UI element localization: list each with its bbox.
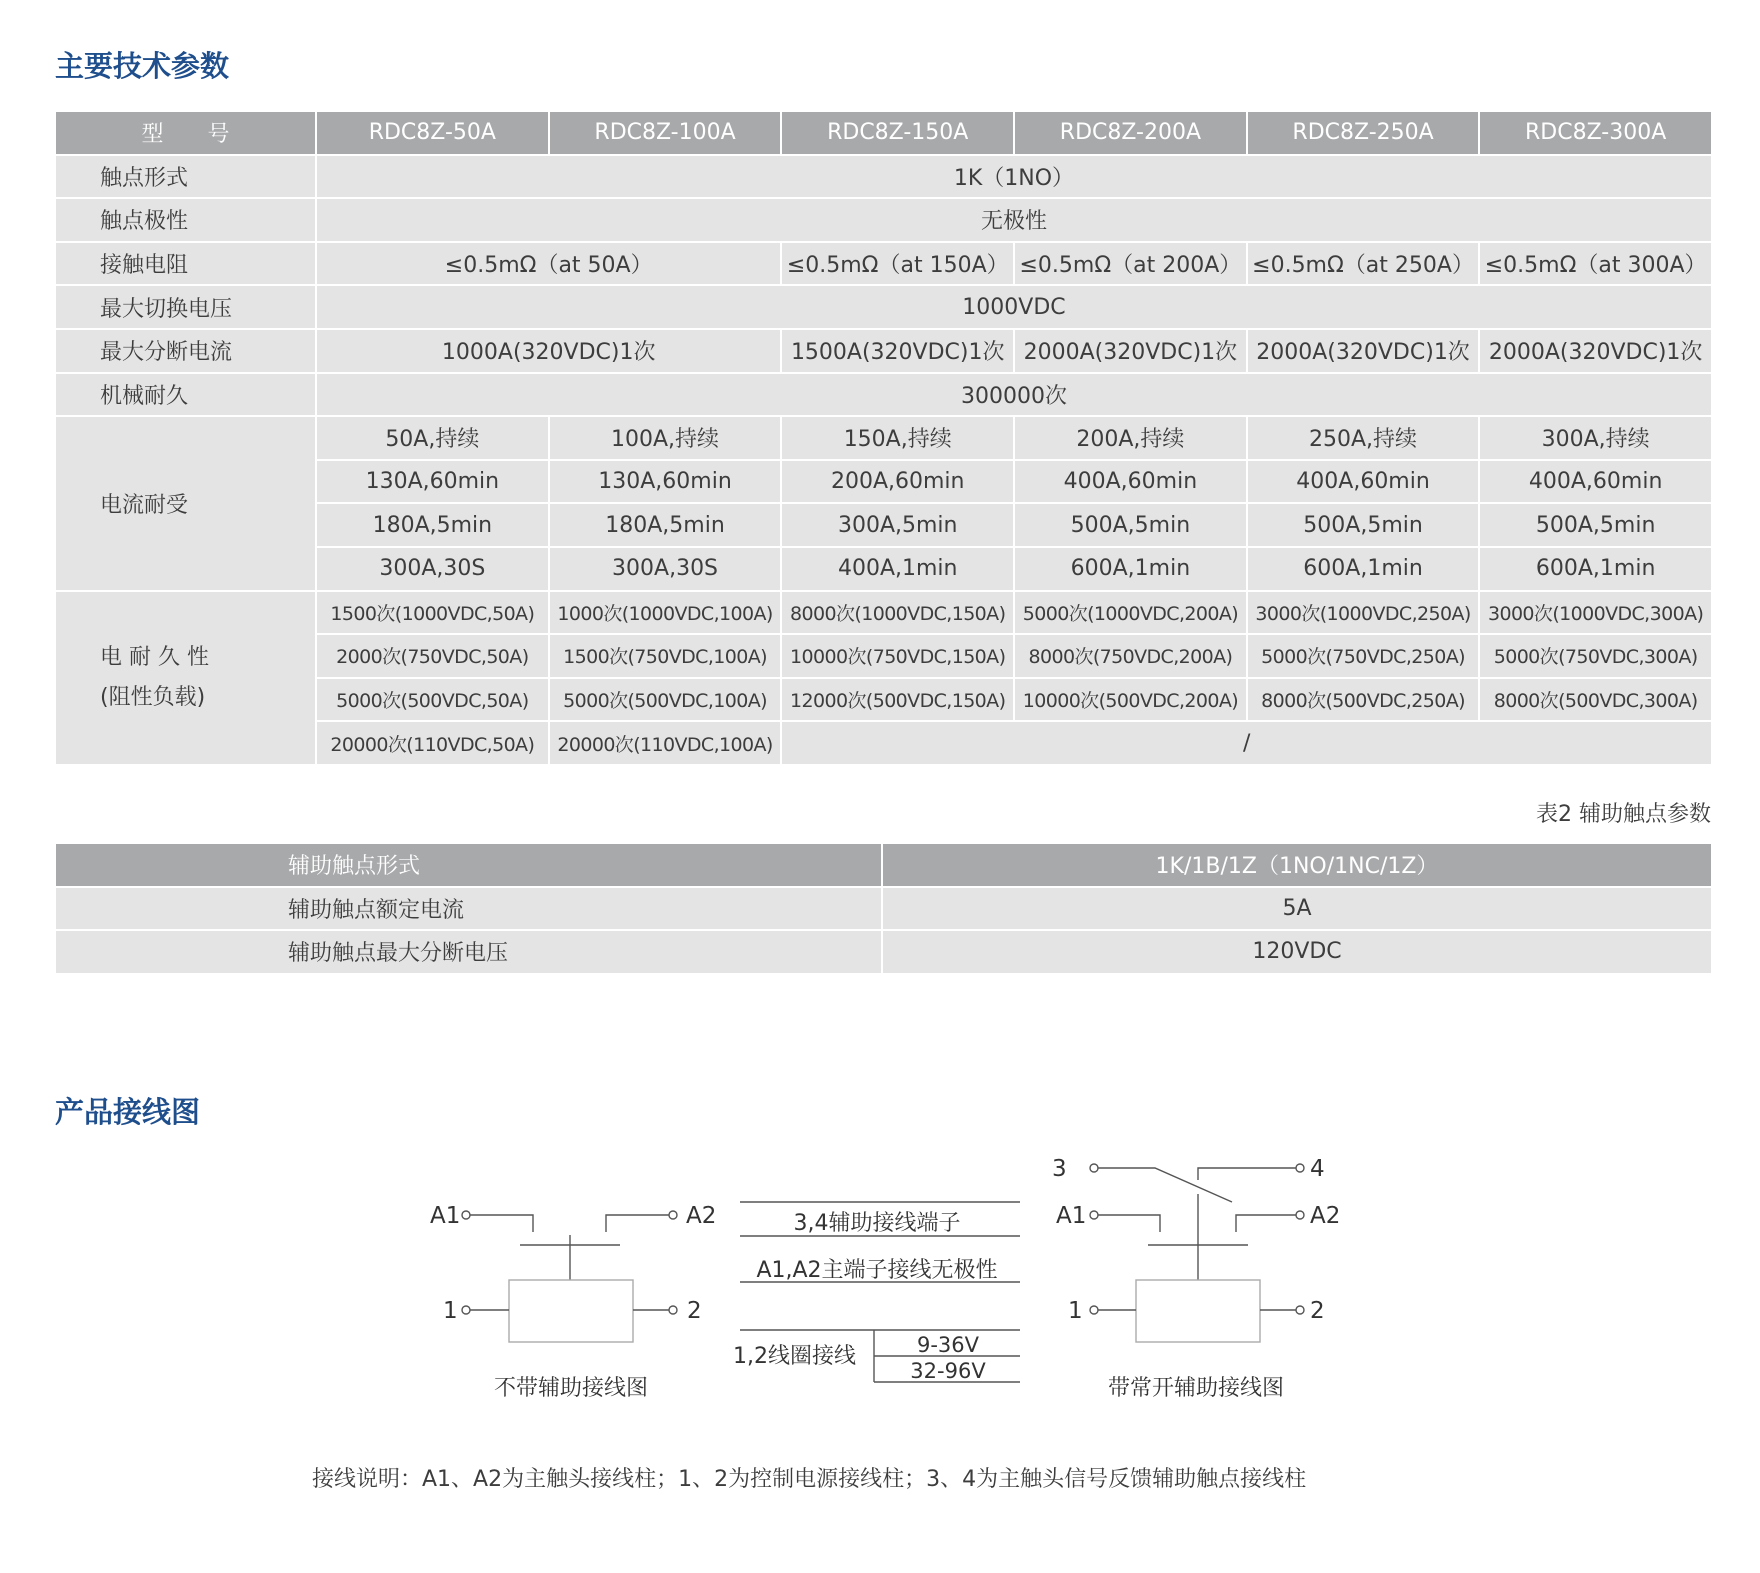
legend-coil-label: 1,2线圈接线 bbox=[733, 1344, 856, 1369]
table-cell: 400A,1min bbox=[781, 547, 1014, 591]
wire bbox=[1098, 1215, 1160, 1232]
header-model: RDC8Z-150A bbox=[781, 111, 1014, 155]
table-row bbox=[55, 416, 1712, 460]
terminal-3-label: 3 bbox=[1052, 1156, 1067, 1182]
row-label: 最大切换电压 bbox=[55, 285, 316, 329]
table-cell: 100A,持续 bbox=[549, 416, 782, 460]
table-row bbox=[55, 329, 1712, 373]
table-cell: 200A,60min bbox=[781, 460, 1014, 504]
table-cell: 2000A(320VDC)1次 bbox=[1014, 329, 1247, 373]
table-cell: 300A,30S bbox=[316, 547, 549, 591]
table-cell: 10000次(750VDC,150A) bbox=[781, 634, 1014, 678]
terminal-4-dot bbox=[1296, 1164, 1304, 1172]
table-cell: 5000次(500VDC,50A) bbox=[316, 678, 549, 722]
terminal-1-label: 1 bbox=[443, 1298, 458, 1324]
table-cell: ≤0.5mΩ（at 200A） bbox=[1014, 242, 1247, 286]
table-cell: 400A,60min bbox=[1014, 460, 1247, 504]
table-cell: 1000A(320VDC)1次 bbox=[316, 329, 781, 373]
table-cell: 500A,5min bbox=[1247, 503, 1480, 547]
table-cell: 5000次(500VDC,100A) bbox=[549, 678, 782, 722]
section-title-specs: 主要技术参数 bbox=[55, 49, 230, 83]
table-cell: 20000次(110VDC,100A) bbox=[549, 721, 782, 765]
row-label: 辅助触点形式 bbox=[55, 843, 882, 887]
section-title-wiring: 产品接线图 bbox=[55, 1095, 201, 1129]
table-cell: ≤0.5mΩ（at 250A） bbox=[1247, 242, 1480, 286]
legend-coil-voltage-1: 9-36V bbox=[916, 1333, 980, 1357]
table-cell: ≤0.5mΩ（at 300A） bbox=[1479, 242, 1712, 286]
header-model: RDC8Z-250A bbox=[1247, 111, 1480, 155]
table-cell: 120VDC bbox=[882, 930, 1712, 974]
terminal-a1-dot bbox=[462, 1211, 470, 1219]
terminal-1-dot bbox=[462, 1306, 470, 1314]
table-cell: 3000次(1000VDC,300A) bbox=[1479, 591, 1712, 635]
table-cell: 150A,持续 bbox=[781, 416, 1014, 460]
row-label: 触点形式 bbox=[55, 155, 316, 199]
wire bbox=[606, 1215, 669, 1232]
coil-box bbox=[1136, 1280, 1260, 1342]
table-cell: ≤0.5mΩ（at 50A） bbox=[316, 242, 781, 286]
table-row bbox=[55, 591, 1712, 635]
row-label: 最大分断电流 bbox=[55, 329, 316, 373]
table-header-row bbox=[55, 843, 1712, 887]
table-cell: 8000次(750VDC,200A) bbox=[1014, 634, 1247, 678]
table-row bbox=[55, 887, 1712, 931]
table-row bbox=[55, 373, 1712, 417]
header-model: RDC8Z-50A bbox=[316, 111, 549, 155]
row-label: 接触电阻 bbox=[55, 242, 316, 286]
legend-coil-voltage-2: 32-96V bbox=[910, 1359, 986, 1383]
wiring-note: 接线说明：A1、A2为主触头接线柱；1、2为控制电源接线柱；3、4为主触头信号反馈辅助触点接线柱 bbox=[312, 1467, 1307, 1492]
table-cell: 2000A(320VDC)1次 bbox=[1247, 329, 1480, 373]
right-diagram-caption: 带常开辅助接线图 bbox=[1107, 1376, 1285, 1401]
table-cell: 8000次(500VDC,250A) bbox=[1247, 678, 1480, 722]
table-cell: 250A,持续 bbox=[1247, 416, 1480, 460]
table-cell: 500A,5min bbox=[1479, 503, 1712, 547]
header-model: RDC8Z-100A bbox=[549, 111, 782, 155]
table-cell: 300A,持续 bbox=[1479, 416, 1712, 460]
left-wiring-diagram bbox=[462, 1211, 677, 1342]
terminal-a1-label: A1 bbox=[1056, 1203, 1087, 1229]
table-cell: 600A,1min bbox=[1479, 547, 1712, 591]
table-cell: 600A,1min bbox=[1247, 547, 1480, 591]
table-cell: 180A,5min bbox=[316, 503, 549, 547]
table-cell: 20000次(110VDC,50A) bbox=[316, 721, 549, 765]
header-model: RDC8Z-300A bbox=[1479, 111, 1712, 155]
right-wiring-diagram bbox=[1090, 1164, 1304, 1342]
table-cell: 5000次(750VDC,300A) bbox=[1479, 634, 1712, 678]
terminal-a2-dot bbox=[669, 1211, 677, 1219]
terminal-a1-label: A1 bbox=[430, 1203, 461, 1229]
table-cell: 1K（1NO） bbox=[316, 155, 1712, 199]
table-cell: 12000次(500VDC,150A) bbox=[781, 678, 1014, 722]
row-label-sub: (阻性负载) bbox=[100, 684, 206, 710]
terminal-a1-dot bbox=[1090, 1211, 1098, 1219]
table-cell: 300A,30S bbox=[549, 547, 782, 591]
terminal-a2-dot bbox=[1296, 1211, 1304, 1219]
table-cell: 3000次(1000VDC,250A) bbox=[1247, 591, 1480, 635]
specs-table bbox=[54, 110, 1713, 766]
row-label-electrical-life bbox=[55, 591, 316, 765]
table-cell: 8000次(1000VDC,150A) bbox=[781, 591, 1014, 635]
terminal-4-label: 4 bbox=[1310, 1156, 1325, 1182]
row-label: 电流耐受 bbox=[55, 416, 316, 590]
table-header-row bbox=[55, 111, 1712, 155]
table-cell: 5000次(1000VDC,200A) bbox=[1014, 591, 1247, 635]
row-label: 触点极性 bbox=[55, 198, 316, 242]
row-label: 辅助触点最大分断电压 bbox=[55, 930, 882, 974]
table-cell: 5000次(750VDC,250A) bbox=[1247, 634, 1480, 678]
wire bbox=[1236, 1215, 1296, 1232]
header-model-label: 型 号 bbox=[55, 111, 316, 155]
terminal-3-dot bbox=[1090, 1164, 1098, 1172]
terminal-2-label: 2 bbox=[687, 1298, 702, 1324]
terminal-a2-label: A2 bbox=[686, 1203, 717, 1229]
table-cell: 2000A(320VDC)1次 bbox=[1479, 329, 1712, 373]
terminal-1-label: 1 bbox=[1068, 1298, 1083, 1324]
table-cell: 无极性 bbox=[316, 198, 1712, 242]
terminal-2-label: 2 bbox=[1310, 1298, 1325, 1324]
aux-table bbox=[54, 842, 1713, 975]
wire bbox=[1198, 1168, 1296, 1180]
table-row bbox=[55, 285, 1712, 329]
left-diagram-caption: 不带辅助接线图 bbox=[493, 1376, 649, 1401]
terminal-a2-label: A2 bbox=[1310, 1203, 1341, 1229]
legend-aux-terminals: 3,4辅助接线端子 bbox=[793, 1211, 961, 1236]
table-cell: 400A,60min bbox=[1247, 460, 1480, 504]
table-cell: 300000次 bbox=[316, 373, 1712, 417]
table-row bbox=[55, 242, 1712, 286]
table-cell: 5A bbox=[882, 887, 1712, 931]
table-cell: 1500次(750VDC,100A) bbox=[549, 634, 782, 678]
terminal-2-dot bbox=[669, 1306, 677, 1314]
aux-table-caption: 表2 辅助触点参数 bbox=[1536, 802, 1711, 827]
table-cell: 1500A(320VDC)1次 bbox=[781, 329, 1014, 373]
table-cell: 50A,持续 bbox=[316, 416, 549, 460]
table-cell: 500A,5min bbox=[1014, 503, 1247, 547]
terminal-2-dot bbox=[1296, 1306, 1304, 1314]
table-cell: 1K/1B/1Z（1NO/1NC/1Z） bbox=[882, 843, 1712, 887]
aux-contact-switch bbox=[1098, 1168, 1232, 1202]
table-cell: 200A,持续 bbox=[1014, 416, 1247, 460]
table-cell: 130A,60min bbox=[549, 460, 782, 504]
table-cell: 1000次(1000VDC,100A) bbox=[549, 591, 782, 635]
table-cell: 300A,5min bbox=[781, 503, 1014, 547]
table-cell: 1000VDC bbox=[316, 285, 1712, 329]
table-cell: 180A,5min bbox=[549, 503, 782, 547]
table-cell: / bbox=[781, 721, 1712, 765]
wiring-diagram bbox=[0, 1130, 1760, 1430]
wire bbox=[470, 1215, 533, 1232]
table-row bbox=[55, 155, 1712, 199]
legend-main-terminals: A1,A2主端子接线无极性 bbox=[756, 1258, 998, 1283]
table-cell: 600A,1min bbox=[1014, 547, 1247, 591]
row-label: 机械耐久 bbox=[55, 373, 316, 417]
table-row bbox=[55, 930, 1712, 974]
table-cell: 10000次(500VDC,200A) bbox=[1014, 678, 1247, 722]
header-model: RDC8Z-200A bbox=[1014, 111, 1247, 155]
row-label: 电 耐 久 性 bbox=[100, 644, 209, 670]
terminal-1-dot bbox=[1090, 1306, 1098, 1314]
row-label: 辅助触点额定电流 bbox=[55, 887, 882, 931]
coil-box bbox=[509, 1280, 633, 1342]
table-cell: 130A,60min bbox=[316, 460, 549, 504]
table-cell: ≤0.5mΩ（at 150A） bbox=[781, 242, 1014, 286]
table-cell: 400A,60min bbox=[1479, 460, 1712, 504]
table-cell: 2000次(750VDC,50A) bbox=[316, 634, 549, 678]
table-cell: 1500次(1000VDC,50A) bbox=[316, 591, 549, 635]
table-cell: 8000次(500VDC,300A) bbox=[1479, 678, 1712, 722]
table-row bbox=[55, 198, 1712, 242]
